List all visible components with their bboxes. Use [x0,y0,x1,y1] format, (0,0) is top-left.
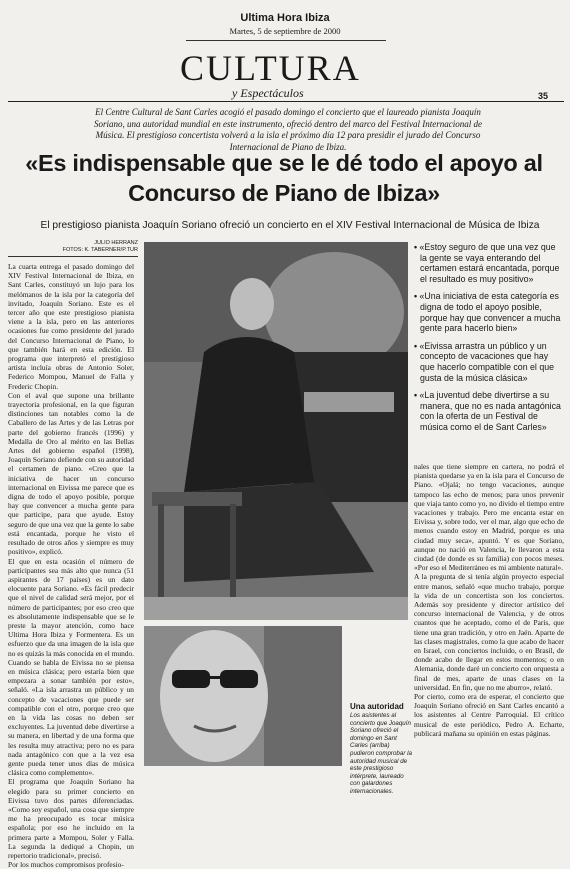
pianist-photo [144,242,408,620]
newspaper-masthead: Ultima Hora Ibiza [240,12,330,24]
pull-quote: • «Eivissa arrastra un público y un concepto de vacaciones que hay que hacerlo compatible con el que gusta de la música clásica» [414,340,554,383]
page-number: 35 [538,91,549,101]
byline-photos: FOTOS: K. TABERNER/P.TUR [62,247,138,253]
pull-quote: • «Una iniciativa de esta categoría es digna de todo el apoyo posible, porque hay que convencer a mucha gente para hacerlo bien» [414,291,561,334]
photo-caption-title: Una autoridad [350,702,404,711]
section-title: CULTURA [180,48,361,88]
byline [20,240,138,254]
article-column-1: La cuarta entrega el pasado domingo del XIV Festival Internacional de Ibiza, en Sant Carles, constituyó un lujo para los melómanos de la isla por la categoría del invitado, Joaquín Soriano. Este es el tercer año que este prestigioso pianista viene a la isla, pero en las anteriores ocasiones fue como presidente del jurado del Concurso Internacional de Piano, lo que también hará en esta edición. El programa que interpretó el prestigioso artista incluía obras de Antonio Soler, Federico Mompou, Manuel de Falla y Frederic Chopin. Con el aval que supone una brillante trayectoria profesional, en la que figuran distinciones tan notables como la de Caballero de las Artes y de las Letras por parte del gobierno francés (1996) y Medalla de Oro al mérito en las Bellas Artes del gobierno español (1998), Joaquín Soriano defiende con su autoridad el certamen de piano. «Creo que la iniciativa de hacer un concurso internacional en Eivissa me parece que es digna de todo el apoyo posible, porque hay que convencer a mucha gente para que participe, para que ayude. Estoy seguro de que una vez que la gente lo sabe está encantada, porque he visto el resultado de otros años y siempre es muy positivo», explicó. El que en esta ocasión el número de participantes sea más alto que nunca (51 aspirantes de 17 países) es un dato elocuente para Soriano. «Es fácil predecir que el nivel de calidad será mejor, por el número de participantes; por eso creo que es absolutamente indispensable que se le preste la mayor atención, como hace Ultima Hora Ibiza y Formentera. Es un esfuerzo que da una imagen de la isla que no es quizás la más conocida en el mundo. Cuando se habla de Eivissa no se piensa en música clásica; pero estaría bien que empezara a sonar también por esto», señaló. «La isla arrastra un público y un concepto de vacaciones que puede ser compatible con el otro, porque creo que en la vida las cosas no deben ser excluyentes. La juventud debe divertirse a su manera, en libertad y de una forma que les resulta muy atractiva; pero no es para nada antagónico con que a la vez esa gente pueda tener unos días de música clásica como complemento». El programa que Joaquín Soriano ha elegido para su primer concierto en Eivissa tuvo dos partes diferenciadas. «Como soy español, una cosa que siempre me ha preocupado es tocar música española; por eso he incluido en la primera parte a Mompou, Soler y Falla. La segunda la dediqué a Chopin, un repertorio tradicional», precisó. Por los muchos compromisos profesio- [8,262,134,869]
byline-author: JULIO HERRANZ [94,240,138,246]
byline-rule [8,256,138,257]
article-lead: El Centre Cultural de Sant Carles acogió el pasado domingo el concierto que el laureado pianista Joaquín Soriano, una autoridad mundial en este instrumento, ofreció dentro del marco del Festival Internacional de Música. El prestigioso concertista volverá a la isla el próximo día 12 para presidir el jurado del Concurso Internacional de Piano de Ibiza. [94,107,482,152]
article-subhead: El prestigioso pianista Joaquín Soriano ofreció un concierto en el XIV Festival Internacional de Música de Ibiza [40,220,540,231]
section-rule [8,101,564,102]
article-column-3: nales que tiene siempre en cartera, no podrá el pianista quedarse ya en la isla para el Concurso de Piano. «Ojalá; no tengo vacaciones, aunque tampoco las echo de menos; para unos prevenir que viaja tanto como yo, no divido el tiempo entre vacaciones y trabajo. Pero me encanta estar en Eivissa y, sobre todo, ver el mar, algo que echo de menos cuando estoy en Madrid, porque es una ciudad muy seca», apuntó. Y es que Soriano, aunque no nació en Valencia, le llevaron a esta ciudad (de donde es su familia) con pocos meses. «Por eso el Mediterráneo es mi ambiente natural». A la pregunta de si tenía algún proyecto especial entre manos, señaló «que mucho trabajo, porque la vida de un concertista son los conciertos. Además soy presidente y director artístico del concurso internacional de Valencia, y de otros cuantos que he aceptado, como el de París, que tiene una gran tradición, y otro en Jaén. Aparte de las clases magistrales, como la que acabo de hacer en Israel, con conciertos incluido, o en Brasil, de donde acabo de llegar en estos momentos; o en Alemania, donde daré un concierto con orquesta a final de mes, aparte de unas clases en la universidad. En fin, que no me aburro», relató. Por cierto, como era de esperar, el concierto que Joaquín Soriano ofreció en Sant Carles encantó a los asistentes al Centre Parroquial. El crítico musical de este periódico, Pedro A. Echarte, publicará mañana su opinión en estas páginas. [414,462,564,738]
pull-quotes [414,242,564,440]
photo-caption-text: Los asistentes al concierto que Joaquín Soriano ofreció el domingo en Sant Carles (arriba) pudieron comprobar la autoridad musical de este prestigioso intérprete, laureado con galardones internacionales. [350,712,412,795]
portrait-photo [144,626,342,766]
pull-quote: • «Estoy seguro de que una vez que la gente se vaya enterando del certamen estará encantada, porque el resultado es muy positivo» [414,242,560,284]
publication-date: Martes, 5 de septiembre de 2000 [229,26,341,36]
section-subtitle: y Espectáculos [232,86,304,100]
pull-quote: • «La juventud debe divertirse a su manera, que no es nada antagónica con la oferta de un Festival de música como el de Sant Carles» [414,390,561,432]
masthead-rule [186,40,386,41]
article-headline: «Es indispensable que se le dé todo el apoyo al Concurso de Piano de Ibiza» [25,150,543,206]
